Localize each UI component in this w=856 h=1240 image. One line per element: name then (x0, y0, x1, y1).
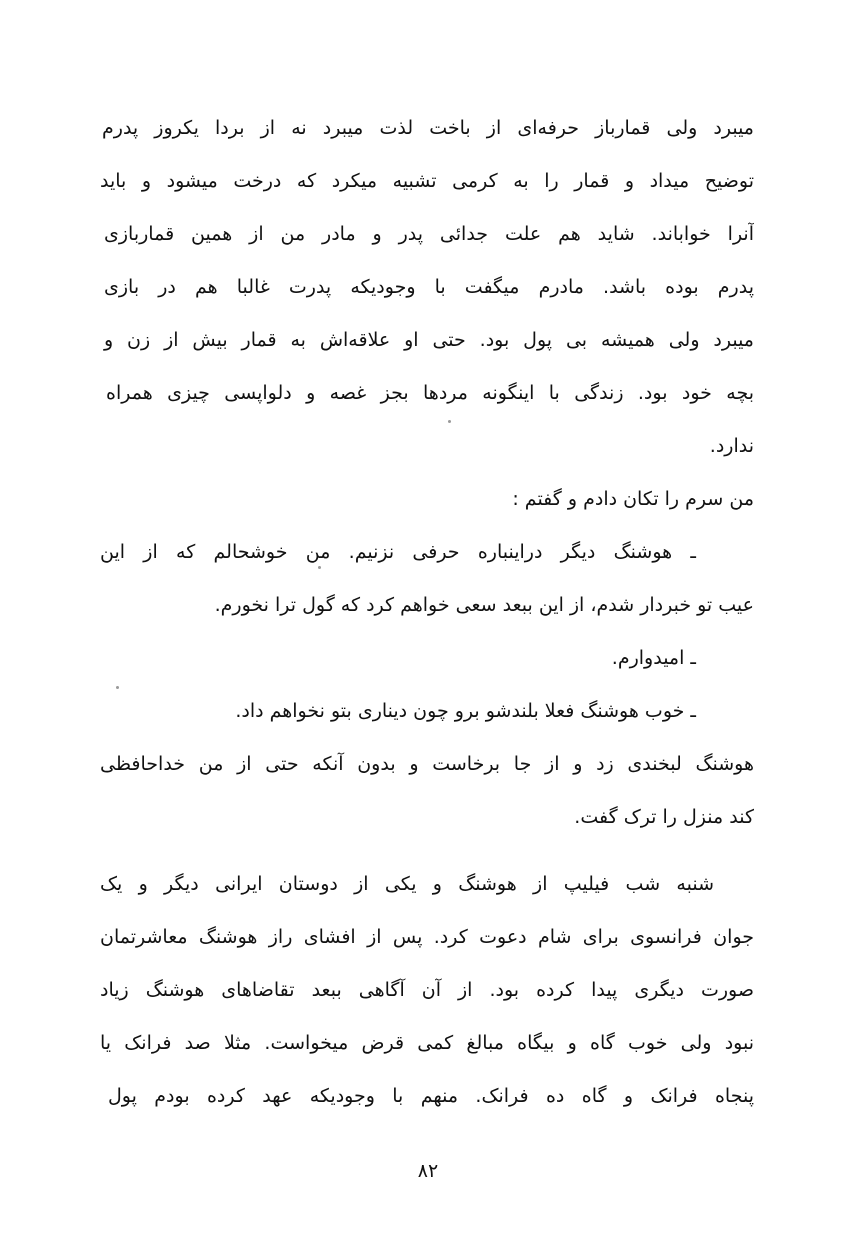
text-line: پدرم بوده باشد. مادرم میگفت با وجودیکه پدرت غالبا هم در بازی (104, 276, 754, 298)
scan-speck (318, 566, 321, 569)
text-line: نبود ولی خوب گاه و بیگاه مبالغ کمی قرض میخواست. مثلا صد فرانک یا (100, 1032, 754, 1054)
text-line: ـ امیدوارم. (611, 647, 696, 669)
text-line: ـ خوب هوشنگ فعلا بلندشو برو چون دیناری بتو نخواهم داد. (235, 700, 696, 722)
text-block-1 (100, 102, 754, 844)
text-line: هوشنگ لبخندی زد و از جا برخاست و بدون آنکه حتی از من خداحافظی (100, 753, 754, 775)
text-line: توضیح میداد و قمار را به کرمی تشبیه میکرد که درخت میشود و باید (100, 170, 754, 192)
text-line: من سرم را تکان دادم و گفتم : (512, 488, 754, 510)
text-line: ندارد. (709, 435, 754, 457)
text-line: عیب تو خبردار شدم، از این ببعد سعی خواهم کرد که گول ترا نخورم. (214, 594, 754, 616)
text-line: آنرا خواباند. شاید هم علت جدائی پدر و مادر من از همین قماربازی (104, 223, 754, 245)
text-line: جوان فرانسوی برای شام دعوت کرد. پس از افشای راز هوشنگ معاشرتمان (100, 926, 754, 948)
scan-speck (116, 686, 119, 689)
text-line: ـ هوشنگ دیگر دراینباره حرفی نزنیم. من خوشحالم که از این (100, 541, 696, 563)
text-line: صورت دیگری پیدا کرده بود. از آن آگاهی ببعد تقاضاهای هوشنگ زیاد (100, 979, 754, 1001)
scan-speck (448, 420, 451, 423)
text-line: بچه خود بود. زندگی با اینگونه مردها بجز غصه و دلواپسی چیزی همراه (106, 382, 754, 404)
text-block-2 (100, 858, 754, 1123)
text-line: میبرد ولی همیشه بی پول بود. حتی او علاقه‌اش به قمار بیش از زن و (104, 329, 754, 351)
text-line: شنبه شب فیلیپ از هوشنگ و یکی از دوستان ایرانی دیگر و یک (100, 873, 714, 895)
text-line: پنجاه فرانک و گاه ده فرانک. منهم با وجودیکه عهد کرده بودم پول (108, 1085, 754, 1107)
page-number: ۸۲ (417, 1160, 439, 1182)
text-line: میبرد ولی قمارباز حرفه‌ای از باخت لذت میبرد نه از بردا یکروز پدرم (102, 117, 754, 139)
text-line: کند منزل را ترک گفت. (574, 806, 754, 828)
